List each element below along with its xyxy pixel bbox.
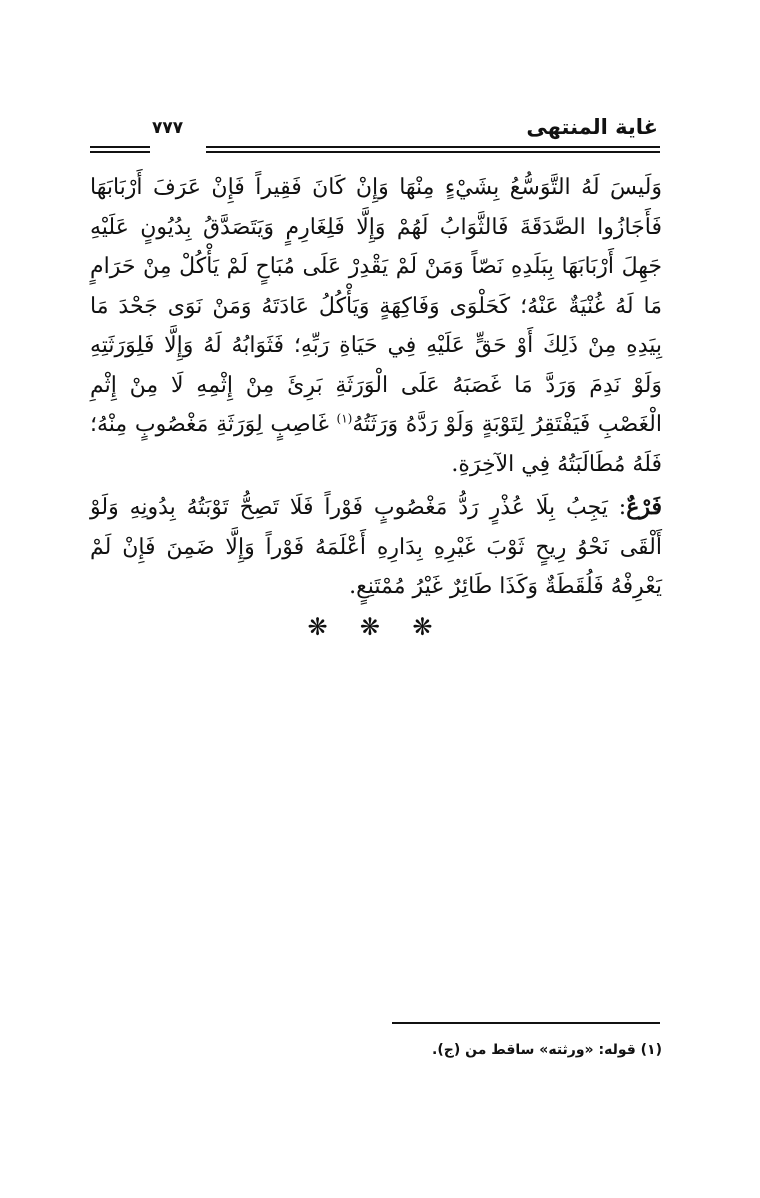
header-rule-short bbox=[90, 146, 150, 153]
paragraph-text: وَلَيسَ لَهُ التَّوَسُّعُ بِشَيْءٍ مِنْهَا وَإِنْ كَانَ فَقِيراً فَإِنْ عَرَفَ أَرْبَابَهَا فَأَجَازُوا الصَّدَقَةَ فَالثَّوَابُ لَهُمْ وَإِلَّا فَلِغَارِمٍ وَيَتَصَدَّقُ بِدُيُونٍ عَلَيْهِ جَهِلَ أَرْبَابَهَا بِبَلَدِهِ نَصّاً وَمَنْ لَمْ يَقْدِرْ عَلَى مُبَاحٍ لَمْ يَأْكُلْ مِنْ حَرَامٍ مَا لَهُ غُنْيَةٌ عَنْهُ؛ كَحَلْوَى وَفَاكِهَةٍ وَيَأْكُلُ عَادَتَهُ وَمَنْ نَوَى جَحْدَ مَا بِيَدِهِ مِنْ ذَلِكَ أَوْ حَقٍّ عَلَيْهِ فِي حَيَاةِ رَبِّهِ؛ فَثَوَابُهُ لَهُ وَإِلَّا فَلِوَرَثَتِهِ وَلَوْ نَدِمَ وَرَدَّ مَا غَصَبَهُ عَلَى الْوَرَثَةِ بَرِئَ مِنْ إِثْمِهِ لَا مِنْ إِثْمِ الْغَصْبِ فَيَفْتَقِرُ لِتَوْبَةٍ وَلَوْ رَدَّهُ وَرَثَتُهُ bbox=[90, 175, 662, 437]
run-in-heading: فَرْعٌ bbox=[626, 494, 662, 520]
book-title: غاية المنتهى bbox=[526, 115, 658, 139]
paragraph bbox=[90, 168, 662, 484]
main-text bbox=[90, 168, 662, 607]
footnote-rule bbox=[392, 1022, 660, 1024]
running-header bbox=[90, 112, 660, 162]
section-separator: ❋ ❋ ❋ bbox=[307, 613, 445, 641]
paragraph bbox=[90, 488, 662, 607]
footnote: (١) قوله: «ورثته» ساقط من (ج). bbox=[432, 1042, 662, 1058]
paragraph-text: : يَجِبُ بِلَا عُذْرٍ رَدُّ مَغْصُوبٍ فَوْراً فَلَا تَصِحُّ تَوْبَتُهُ بِدُونِهِ وَلَوْ أَلْقَى نَحْوُ رِيحٍ ثَوْبَ غَيْرِهِ بِدَارِهِ أَعْلَمَهُ فَوْراً وَإِلَّا ضَمِنَ فَإِنْ لَمْ يَعْرِفْهُ فَلُقَطَةٌ وَكَذَا طَائِرٌ غَيْرُ مُمْتَنِعٍ. bbox=[90, 495, 662, 599]
footnote-reference: (١) bbox=[336, 411, 353, 426]
paragraph-text-continued: غَاصِبٍ لِوَرَثَةِ مَغْصُوبٍ مِنْهُ؛ فَلَهُ مُطَالَبَتُهُ فِي الآخِرَةِ. bbox=[90, 412, 662, 477]
header-rule-long bbox=[206, 146, 660, 153]
page-number: ٧٧٧ bbox=[152, 118, 184, 138]
